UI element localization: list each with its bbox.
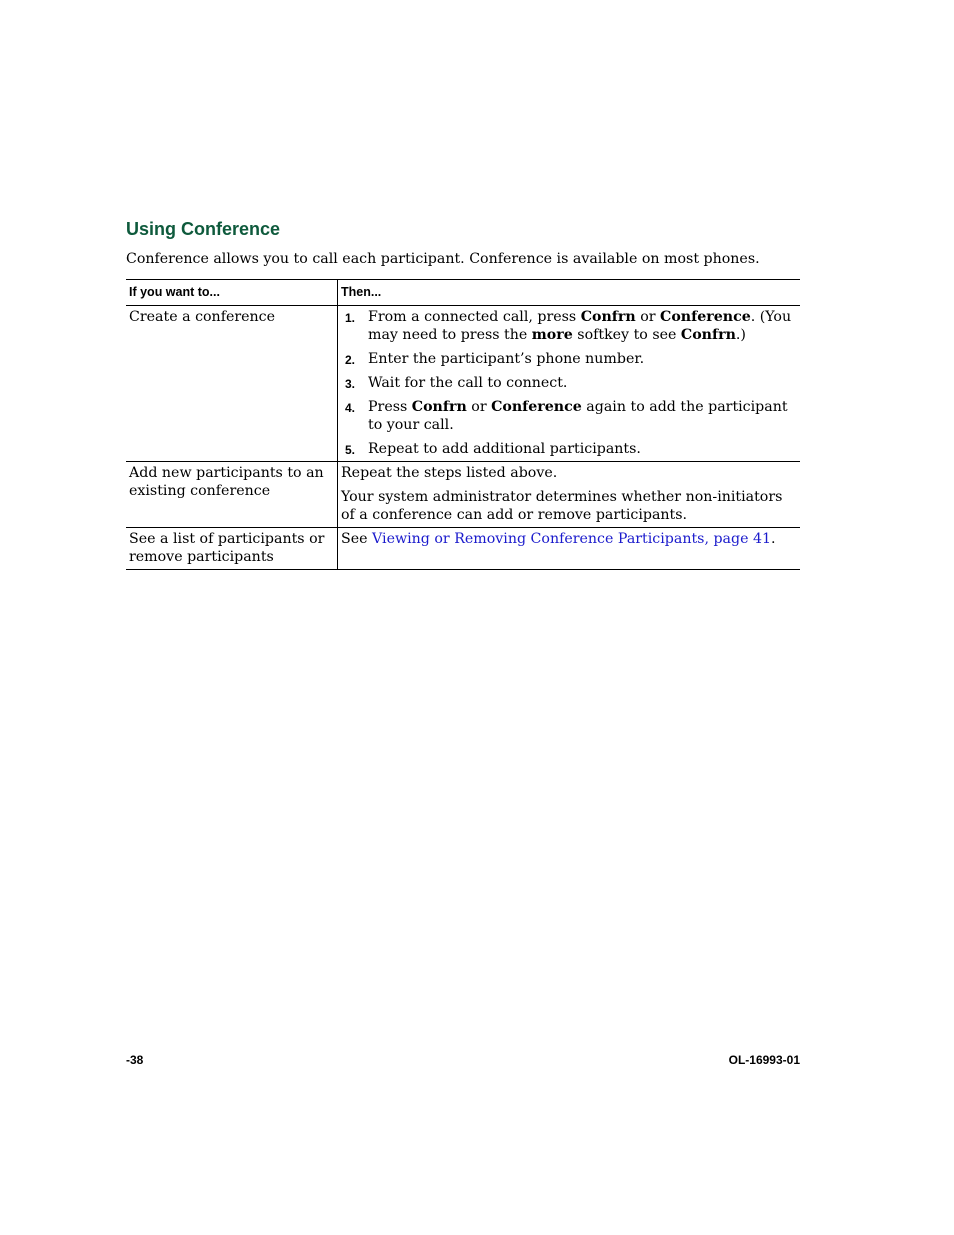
step-item: 4. Press Confrn or Conference again to add the participant to your call. [345,399,788,433]
row-task-create-conference: Create a conference [126,306,338,462]
softkey-label: Confrn [411,399,467,415]
table-row [126,528,800,570]
table-row [126,462,800,528]
cross-reference-link[interactable]: Viewing or Removing Conference Participants, page 41 [372,531,772,547]
document-id: OL-16993-01 [728,1053,800,1067]
header-if-you-want-to: If you want to... [126,280,338,306]
table-header-row [126,280,800,306]
softkey-label: more [531,327,573,343]
page-number: -38 [126,1053,144,1067]
row-steps-list-participants: See Viewing or Removing Conference Participants, page 41. [338,528,801,570]
step-number: 5. [345,443,356,457]
softkey-label: Conference [491,399,582,415]
row-steps-add-participants [338,462,801,528]
step-item: 5. Repeat to add additional participants. [345,441,641,457]
softkey-label: Conference [660,309,751,325]
table-row [126,306,800,462]
conference-table [126,279,800,570]
admin-note: Your system administrator determines whether non-initiators of a conference can add or remove participants. [341,489,783,523]
row-task-list-participants: See a list of participants or remove participants [126,528,338,570]
step-item: 1. From a connected call, press Confrn or Conference. (You may need to press the more softkey to see Confrn.) [345,309,792,343]
step-item: 2. Enter the participant’s phone number. [345,351,645,367]
header-then: Then... [338,280,801,306]
softkey-label: Confrn [580,309,636,325]
section-heading: Using Conference [126,219,281,239]
step-number: 4. [345,401,356,415]
step-number: 3. [345,377,356,391]
step-number: 1. [345,311,356,325]
row-task-add-participants: Add new participants to an existing conference [126,462,338,528]
intro-paragraph: Conference allows you to call each participant. Conference is available on most phones. [126,251,760,267]
instruction-text: Repeat the steps listed above. [341,465,558,481]
softkey-label: Confrn [680,327,736,343]
row-steps-create-conference [338,306,801,462]
step-item: 3. Wait for the call to connect. [345,375,568,391]
steps-list [341,308,797,458]
step-number: 2. [345,353,356,367]
